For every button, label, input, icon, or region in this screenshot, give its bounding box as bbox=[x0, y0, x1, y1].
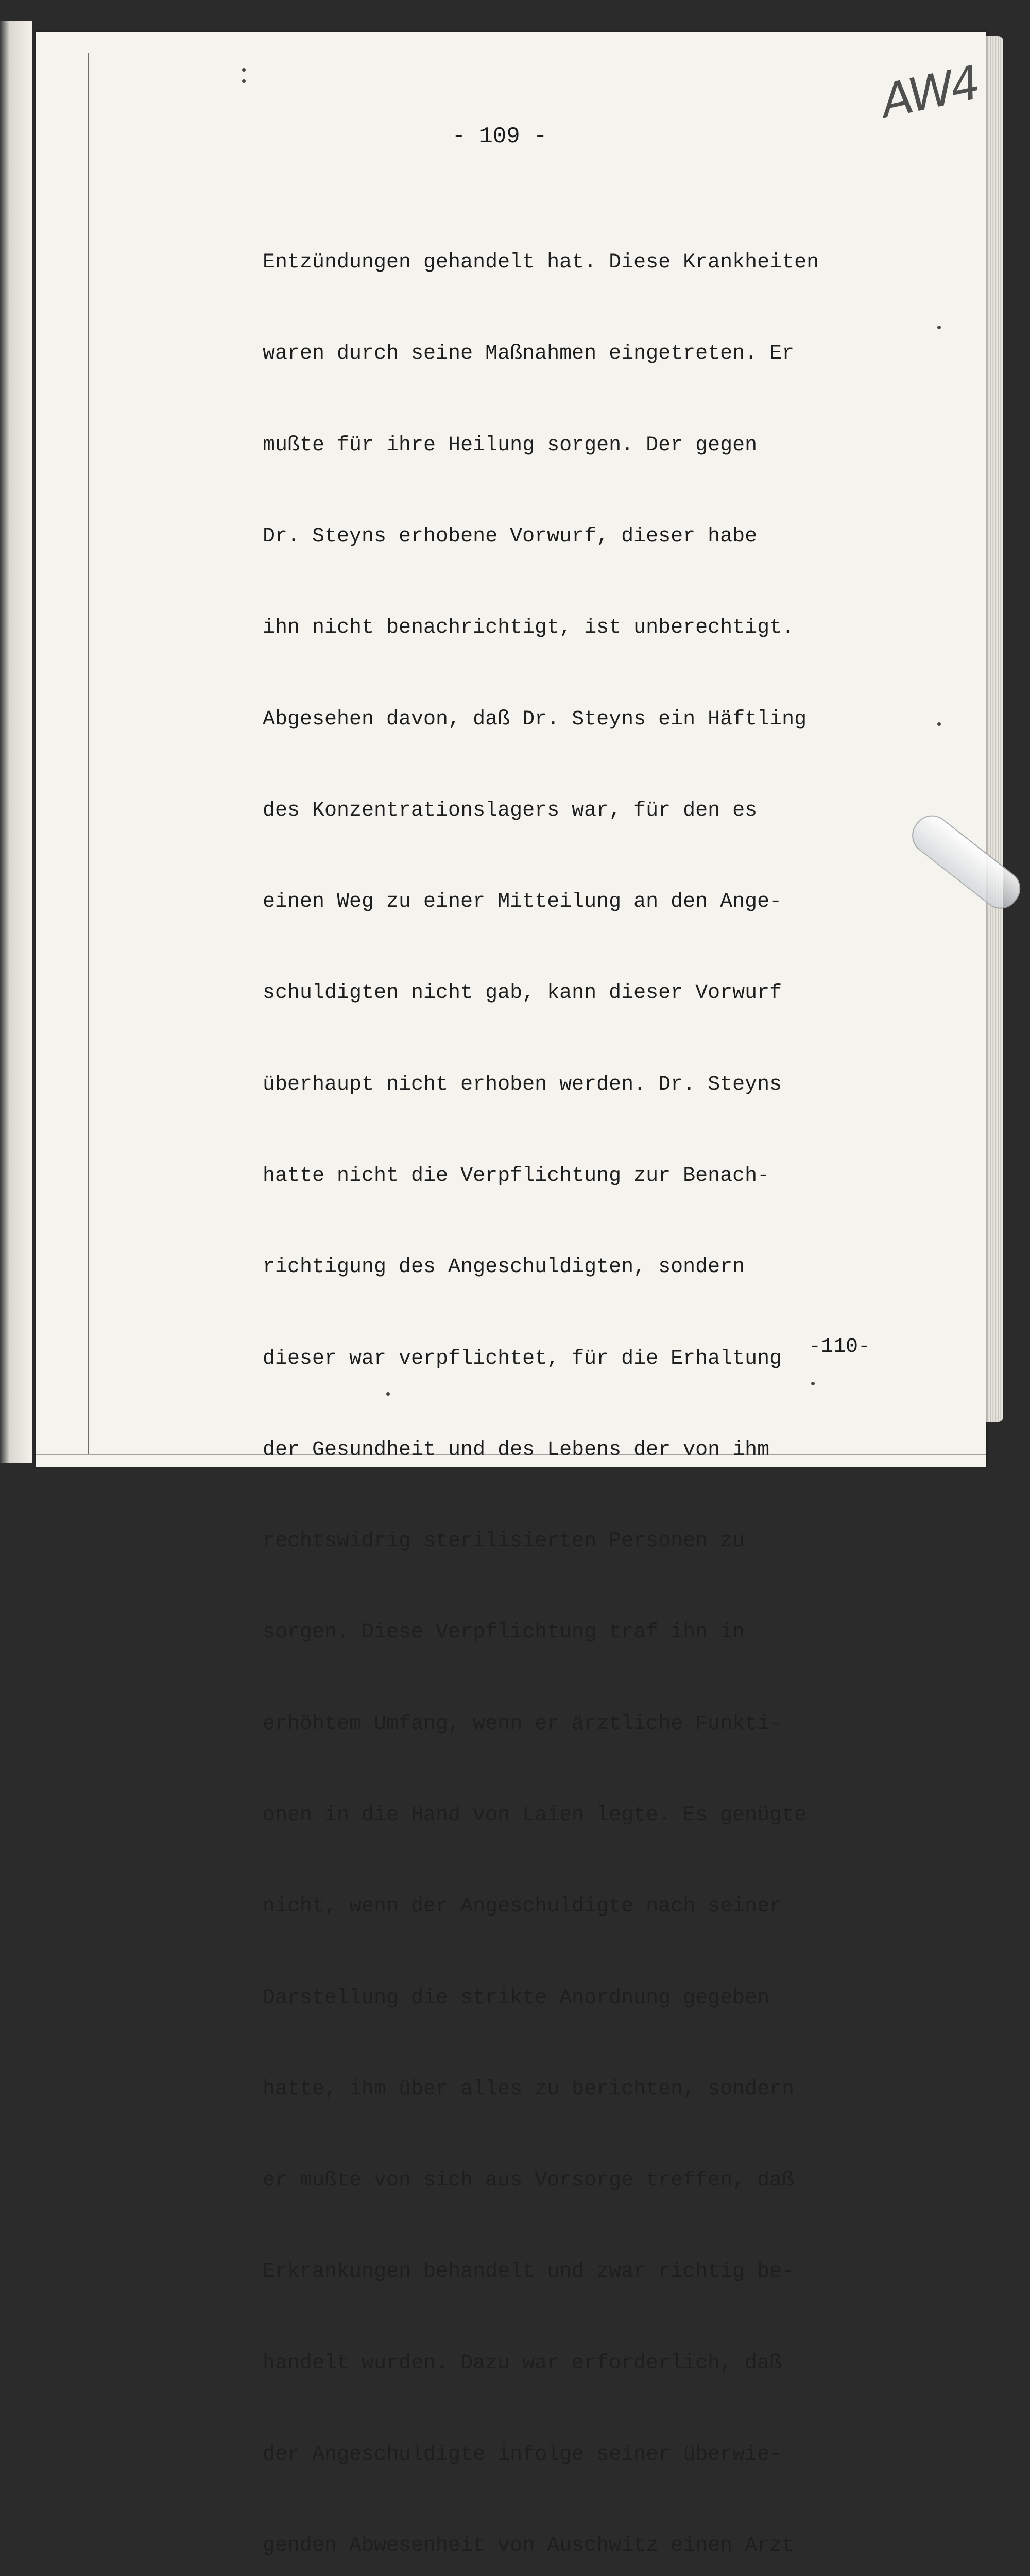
text-line: er mußte von sich aus Vorsorge treffen, daß bbox=[263, 2169, 795, 2193]
ink-speck bbox=[242, 68, 246, 72]
text-line: einen Weg zu einer Mitteilung an den Ange- bbox=[263, 890, 782, 914]
text-line: richtigung des Angeschuldigten, sondern bbox=[263, 1256, 745, 1279]
ink-speck bbox=[386, 1392, 390, 1396]
text-line: hatte nicht die Verpflichtung zur Benach- bbox=[263, 1164, 770, 1188]
text-line: sorgen. Diese Verpflichtung traf ihn in bbox=[263, 1621, 745, 1645]
left-margin-rule bbox=[88, 53, 89, 1454]
text-line: der Gesundheit und des Lebens der von ihm bbox=[263, 1438, 770, 1462]
ink-speck bbox=[937, 326, 941, 329]
text-line: Darstellung die strikte Anordnung gegeben bbox=[263, 1986, 770, 2010]
text-line: des Konzentrationslagers war, für den es bbox=[263, 799, 758, 822]
facing-page-edge bbox=[0, 21, 32, 1463]
text-line: ihn nicht benachrichtigt, ist unberechtigt. bbox=[263, 616, 795, 640]
text-line: nicht, wenn der Angeschuldigte nach seiner bbox=[263, 1895, 782, 1919]
document-page bbox=[36, 32, 986, 2558]
text-line: Abgesehen davon, daß Dr. Steyns ein Häftling bbox=[263, 707, 807, 731]
text-line: rechtswidrig sterilisierten Personen zu bbox=[263, 1530, 745, 1553]
text-line: onen in die Hand von Laien legte. Es genügte bbox=[263, 1803, 807, 1827]
text-line: der Angeschuldigte infolge seiner überwie- bbox=[263, 2443, 782, 2466]
text-line: Entzündungen gehandelt hat. Diese Krankheiten bbox=[263, 251, 819, 275]
text-line: hatte, ihm über alles zu berichten, sondern bbox=[263, 2077, 795, 2101]
ink-speck bbox=[937, 722, 941, 726]
text-line: Erkrankungen behandelt und zwar richtig be- bbox=[263, 2260, 795, 2284]
handwritten-archive-mark: AW4 bbox=[876, 56, 983, 129]
text-line: genden Abwesenheit von Auschwitz einen Arzt bbox=[263, 2534, 795, 2558]
text-line: dieser war verpflichtet, für die Erhaltung bbox=[263, 1347, 782, 1370]
next-page-marker: -110- bbox=[809, 1335, 871, 1359]
ink-speck bbox=[242, 79, 246, 83]
text-line: mußte für ihre Heilung sorgen. Der gegen bbox=[263, 433, 758, 457]
text-line: waren durch seine Maßnahmen eingetreten. Er bbox=[263, 342, 795, 366]
text-line: handelt wurden. Dazu war erforderlich, daß bbox=[263, 2351, 782, 2375]
text-line: erhöhtem Umfang, wenn er ärztliche Funkti- bbox=[263, 1712, 782, 1736]
text-line: Dr. Steyns erhobene Vorwurf, dieser habe bbox=[263, 525, 758, 549]
text-line: überhaupt nicht erhoben werden. Dr. Steyns bbox=[263, 1073, 782, 1096]
page-number: - 109 - bbox=[452, 124, 547, 149]
typed-body-text bbox=[263, 187, 942, 2576]
ink-speck bbox=[811, 1382, 815, 1385]
text-line: schuldigten nicht gab, kann dieser Vorwurf bbox=[263, 981, 782, 1005]
